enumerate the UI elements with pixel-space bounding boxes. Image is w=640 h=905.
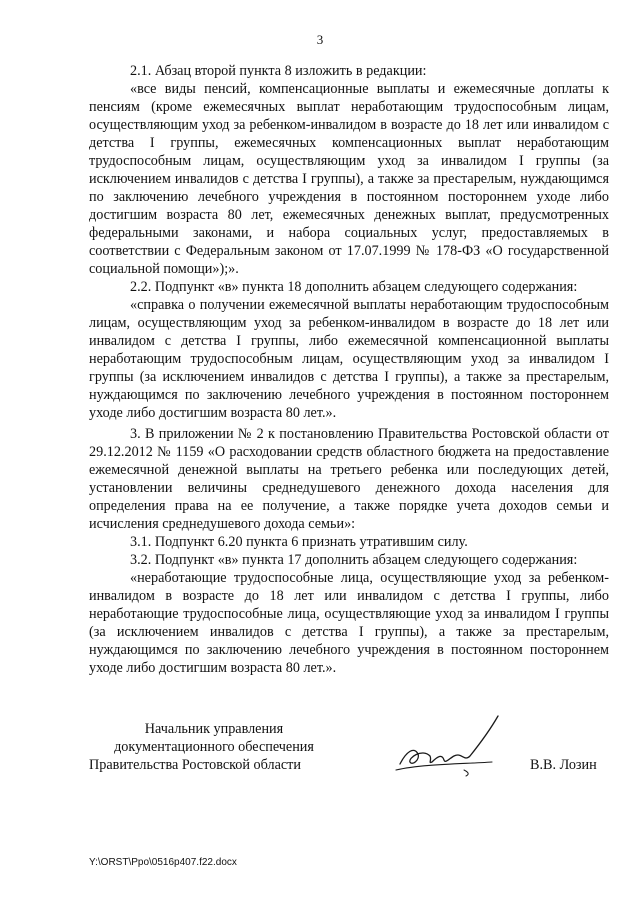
paragraph-p3: 3. В приложении № 2 к постановлению Правительства Ростовской области от 29.12.2012 № 1159 «О расходовании средств областного бюджета на предоставление ежемесячной денежной выплаты на третьего ребенка или последующих детей, установлении величины среднедушевого денежного дохода населения для определения права на ее получение, а также порядке учета доходов семьи и исчисления среднедушевого дохода семьи»:: [89, 426, 609, 532]
handwritten-signature: [392, 712, 507, 782]
paragraph-p3-1: 3.1. Подпункт 6.20 пункта 6 признать утратившим силу.: [130, 534, 468, 550]
paragraph-p3-2-quote: «неработающие трудоспособные лица, осуществляющие уход за ребенком-инвалидом в возрасте до 18 лет или инвалидом с детства I группы, либо неработающие трудоспособные лица, осуществляющие уход за инвалидом I группы (за исключением инвалидов с детства I группы), а также за престарелым, нуждающимся по заключению лечебного учреждения в постоянном постороннем уходе либо достигшим возраста 80 лет.».: [89, 570, 609, 676]
page-number: 3: [316, 32, 324, 47]
signatory-name: В.В. Лозин: [530, 757, 597, 773]
paragraph-p3-2: 3.2. Подпункт «в» пункта 17 дополнить абзацем следующего содержания:: [130, 552, 578, 568]
paragraph-p2-2: 2.2. Подпункт «в» пункта 18 дополнить абзацем следующего содержания:: [130, 279, 578, 295]
paragraph-p2-1-quote: «все виды пенсий, компенсационные выплаты и ежемесячные доплаты к пенсиям (кроме ежемесячных выплат неработающим трудоспособным лицам, осуществляющим уход за ребенком-инвалидом в возрасте до 18 лет или инвалидом с детства I группы, ежемесячных компенсационных выплат неработающим трудоспособным лицам, осуществляющим уход за инвалидом I группы (за исключением инвалидов с детства I группы), а также за престарелым, нуждающимся по заключению лечебного учреждения в постоянном постороннем уходе либо достигшим возраста 80 лет, ежемесячных денежных выплат, предусмотренных федеральными законами, и набора социальных услуг, предоставляемых в соответствии с Федеральным законом от 17.07.1999 № 178-ФЗ «О государственной социальной помощи»);».: [89, 81, 609, 277]
document-body: [89, 62, 609, 677]
signatory-title-line-1: Начальник управления: [144, 721, 284, 737]
paragraph-p2-2-quote: «справка о получении ежемесячной выплаты неработающим трудоспособным лицам, осуществляющим уход за ребенком-инвалидом в возрасте до 18 лет или инвалидом с детства I группы, либо ежемесячной компенсационной выплаты неработающим трудоспособным лицам, осуществляющим уход за инвалидом I группы (за исключением инвалидов с детства I группы), а также за престарелым, нуждающимся по заключению лечебного учреждения в постоянном постороннем уходе либо достигшим возраста 80 лет.».: [89, 297, 609, 421]
file-path: Y:\ORST\Ppo\0516p407.f22.docx: [89, 857, 237, 868]
signatory-title-line-3: Правительства Ростовской области: [89, 757, 301, 773]
paragraph-p2-1: 2.1. Абзац второй пункта 8 изложить в редакции:: [130, 63, 427, 79]
signatory-title: [89, 720, 339, 774]
signatory-title-line-2: документационного обеспечения: [114, 739, 314, 755]
